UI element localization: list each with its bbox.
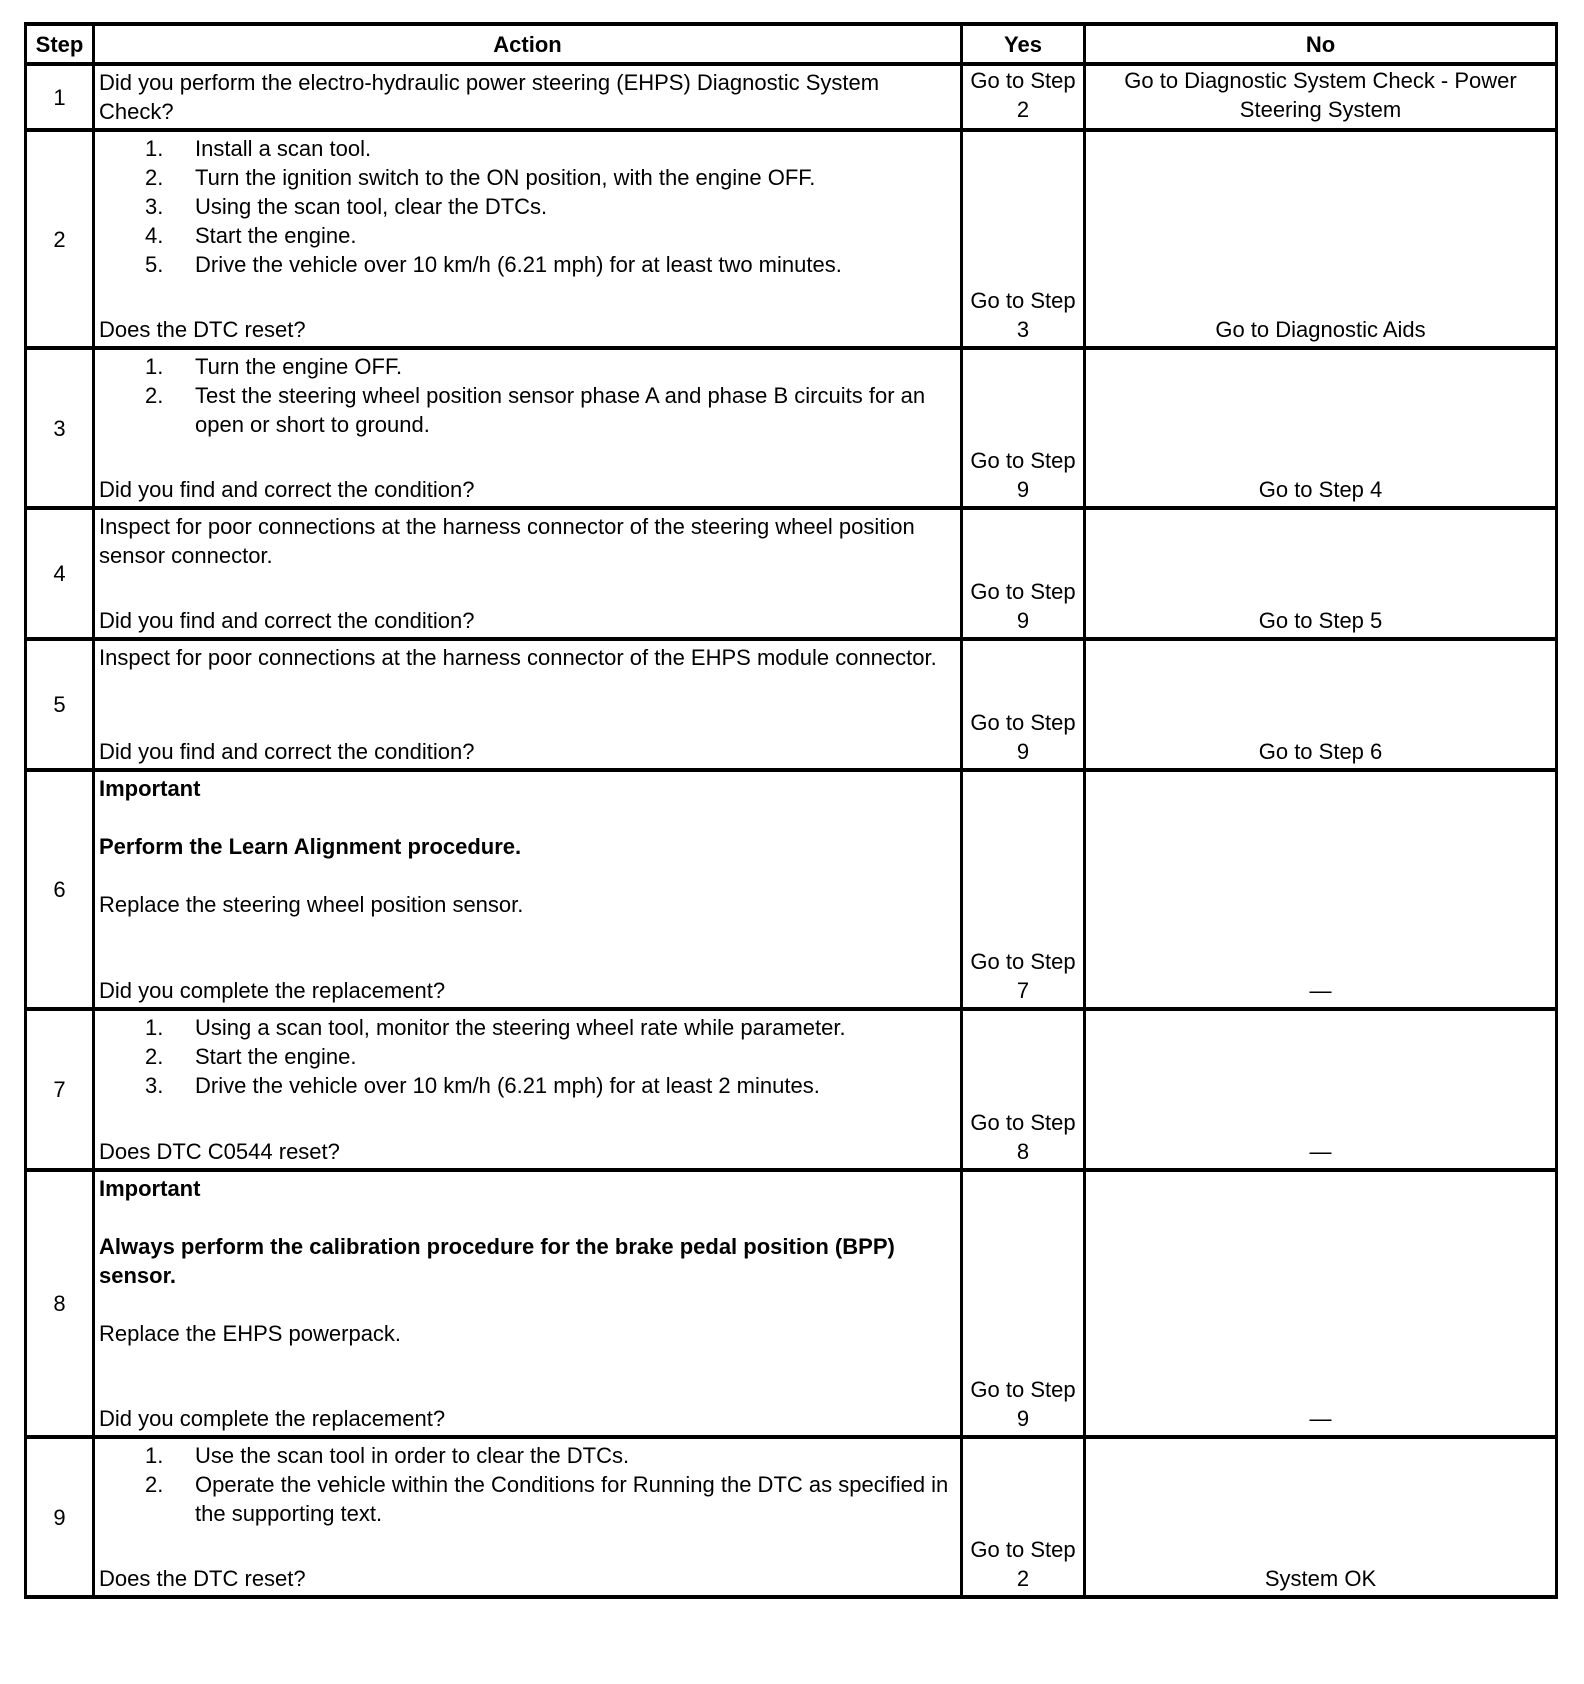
list-number: 1. — [145, 354, 164, 379]
diagnostic-steps-table — [24, 22, 1558, 1599]
list-number: 1. — [145, 1015, 164, 1040]
header-row — [26, 24, 1557, 64]
no-outcome: — — [1085, 770, 1557, 1009]
action-content — [99, 512, 956, 635]
no-outcome: Go to Step 5 — [1085, 508, 1557, 639]
step-number: 8 — [26, 1170, 94, 1437]
no-outcome: — — [1085, 1170, 1557, 1437]
list-item-text: Use the scan tool in order to clear the DTCs. — [195, 1443, 630, 1468]
action-content — [99, 643, 956, 766]
action-question: Did you find and correct the condition? — [99, 739, 475, 764]
list-number: 2. — [145, 165, 164, 190]
action-content — [99, 1174, 956, 1433]
action-text: Replace the EHPS powerpack. — [99, 1321, 402, 1346]
table-row — [26, 1170, 1557, 1437]
step-number: 3 — [26, 348, 94, 508]
no-outcome: Go to Diagnostic System Check - Power Steering System — [1085, 64, 1557, 130]
list-item-text: Using the scan tool, clear the DTCs. — [195, 194, 548, 219]
action-content — [99, 1441, 956, 1593]
list-item — [99, 192, 956, 221]
numbered-list — [99, 1441, 956, 1528]
no-outcome: Go to Diagnostic Aids — [1085, 130, 1557, 348]
step-number: 4 — [26, 508, 94, 639]
yes-outcome: Go to Step 9 — [962, 348, 1085, 508]
numbered-list — [99, 352, 956, 439]
list-number: 5. — [145, 252, 164, 277]
list-item — [99, 1441, 956, 1470]
action-question: Did you find and correct the condition? — [99, 477, 475, 502]
action-content — [99, 68, 956, 126]
action-text: Replace the steering wheel position sensor. — [99, 892, 524, 917]
list-item — [99, 352, 956, 381]
table-row — [26, 130, 1557, 348]
list-item — [99, 1042, 956, 1071]
action-cell — [94, 1170, 962, 1437]
list-item — [99, 163, 956, 192]
action-content — [99, 1013, 956, 1166]
action-question: Did you complete the replacement? — [99, 1406, 446, 1431]
step-number: 1 — [26, 64, 94, 130]
action-text: Inspect for poor connections at the harness connector of the EHPS module connector. — [99, 645, 937, 670]
step-number: 6 — [26, 770, 94, 1009]
list-item-text: Start the engine. — [195, 1044, 357, 1069]
table-row — [26, 639, 1557, 770]
action-cell — [94, 639, 962, 770]
list-number: 1. — [145, 1443, 164, 1468]
action-question: Does the DTC reset? — [99, 317, 306, 342]
important-note: Important — [99, 1176, 201, 1201]
list-item — [99, 221, 956, 250]
numbered-list — [99, 1013, 956, 1100]
list-item-text: Using a scan tool, monitor the steering wheel rate while parameter. — [195, 1015, 846, 1040]
action-question: Does DTC C0544 reset? — [99, 1139, 340, 1164]
header-action: Action — [94, 24, 962, 64]
list-item — [99, 1013, 956, 1042]
list-number: 4. — [145, 223, 164, 248]
list-number: 2. — [145, 1472, 164, 1497]
list-number: 2. — [145, 1044, 164, 1069]
list-item-text: Drive the vehicle over 10 km/h (6.21 mph) for at least two minutes. — [195, 252, 842, 277]
list-number: 3. — [145, 1073, 164, 1098]
table-row — [26, 1437, 1557, 1597]
yes-outcome: Go to Step 2 — [962, 1437, 1085, 1597]
list-item — [99, 250, 956, 279]
action-question: Did you complete the replacement? — [99, 978, 446, 1003]
action-content — [99, 134, 956, 344]
action-cell — [94, 348, 962, 508]
yes-outcome: Go to Step 9 — [962, 1170, 1085, 1437]
table-row — [26, 64, 1557, 130]
list-item-text: Install a scan tool. — [195, 136, 372, 161]
header-step: Step — [26, 24, 94, 64]
no-outcome: Go to Step 4 — [1085, 348, 1557, 508]
step-number: 5 — [26, 639, 94, 770]
action-cell — [94, 1009, 962, 1170]
table-row — [26, 770, 1557, 1009]
action-cell — [94, 130, 962, 348]
yes-outcome: Go to Step 3 — [962, 130, 1085, 348]
action-cell — [94, 1437, 962, 1597]
step-number: 9 — [26, 1437, 94, 1597]
no-outcome: — — [1085, 1009, 1557, 1170]
header-no: No — [1085, 24, 1557, 64]
list-item — [99, 134, 956, 163]
no-outcome: Go to Step 6 — [1085, 639, 1557, 770]
header-yes: Yes — [962, 24, 1085, 64]
list-number: 3. — [145, 194, 164, 219]
yes-outcome: Go to Step 8 — [962, 1009, 1085, 1170]
list-number: 1. — [145, 136, 164, 161]
yes-outcome: Go to Step 9 — [962, 639, 1085, 770]
action-content — [99, 352, 956, 504]
table-row — [26, 1009, 1557, 1170]
list-item-text: Start the engine. — [195, 223, 357, 248]
yes-outcome: Go to Step 7 — [962, 770, 1085, 1009]
action-cell — [94, 64, 962, 130]
numbered-list — [99, 134, 956, 279]
table-row — [26, 348, 1557, 508]
list-item-text: Operate the vehicle within the Conditions for Running the DTC as specified in the supporting text. — [195, 1472, 949, 1526]
action-question: Does the DTC reset? — [99, 1566, 306, 1591]
action-cell — [94, 770, 962, 1009]
step-number: 7 — [26, 1009, 94, 1170]
action-text: Inspect for poor connections at the harness connector of the steering wheel position sensor connector. — [99, 514, 915, 568]
action-content — [99, 774, 956, 1005]
yes-outcome: Go to Step 9 — [962, 508, 1085, 639]
list-item — [99, 381, 956, 439]
important-note: Important — [99, 776, 201, 801]
list-item-text: Turn the ignition switch to the ON position, with the engine OFF. — [195, 165, 816, 190]
important-note: Perform the Learn Alignment procedure. — [99, 834, 522, 859]
list-item-text: Test the steering wheel position sensor phase A and phase B circuits for an open or short to ground. — [195, 383, 926, 437]
action-cell — [94, 508, 962, 639]
list-item — [99, 1071, 956, 1100]
important-note: Always perform the calibration procedure for the brake pedal position (BPP) sensor. — [99, 1234, 895, 1288]
list-item-text: Drive the vehicle over 10 km/h (6.21 mph) for at least 2 minutes. — [195, 1073, 820, 1098]
action-text: Did you perform the electro-hydraulic power steering (EHPS) Diagnostic System Check? — [99, 70, 880, 124]
action-question: Did you find and correct the condition? — [99, 608, 475, 633]
step-number: 2 — [26, 130, 94, 348]
no-outcome: System OK — [1085, 1437, 1557, 1597]
table-row — [26, 508, 1557, 639]
yes-outcome: Go to Step 2 — [962, 64, 1085, 130]
list-item — [99, 1470, 956, 1528]
list-item-text: Turn the engine OFF. — [195, 354, 403, 379]
list-number: 2. — [145, 383, 164, 408]
